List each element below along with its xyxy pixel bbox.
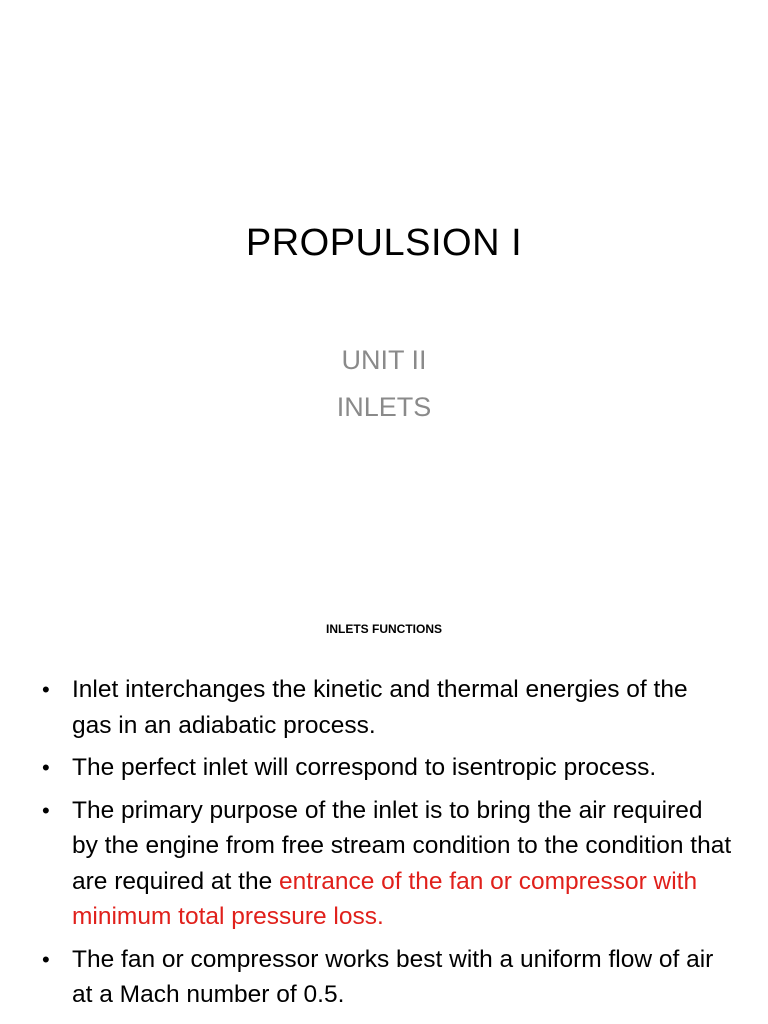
- bullet-item: [42, 672, 732, 743]
- subtitle-line-unit: UNIT II: [341, 345, 427, 375]
- bullet-marker: •: [42, 797, 50, 823]
- bullet-text: The fan or compressor works best with a uniform flow of air at a Mach number of 0.5.: [72, 945, 714, 1008]
- bullet-marker: •: [42, 946, 50, 972]
- bullet-text: Inlet interchanges the kinetic and thermal energies of the gas in an adiabatic process.: [72, 676, 688, 739]
- bullet-list: [42, 672, 732, 1020]
- bullet-item: [42, 793, 732, 935]
- bullet-highlight-text: entrance of the fan or compressor with minimum total pressure loss.: [72, 867, 698, 930]
- content-slide: [0, 576, 768, 1024]
- bullet-marker: •: [42, 677, 50, 702]
- bullet-marker: •: [42, 755, 50, 780]
- bullet-item: [42, 750, 732, 786]
- bullet-item: [42, 942, 732, 1013]
- bullet-text: The perfect inlet will correspond to isentropic process.: [72, 754, 657, 781]
- slide-title: PROPULSION I: [245, 222, 523, 264]
- bullet-text: The primary purpose of the inlet is to bring the air required by the engine from free stream condition to the condition that are required at the: [72, 796, 732, 895]
- slide-heading: INLETS FUNCTIONS: [326, 622, 442, 636]
- subtitle-line-topic: INLETS: [336, 392, 432, 422]
- slide-subtitle: [0, 337, 768, 431]
